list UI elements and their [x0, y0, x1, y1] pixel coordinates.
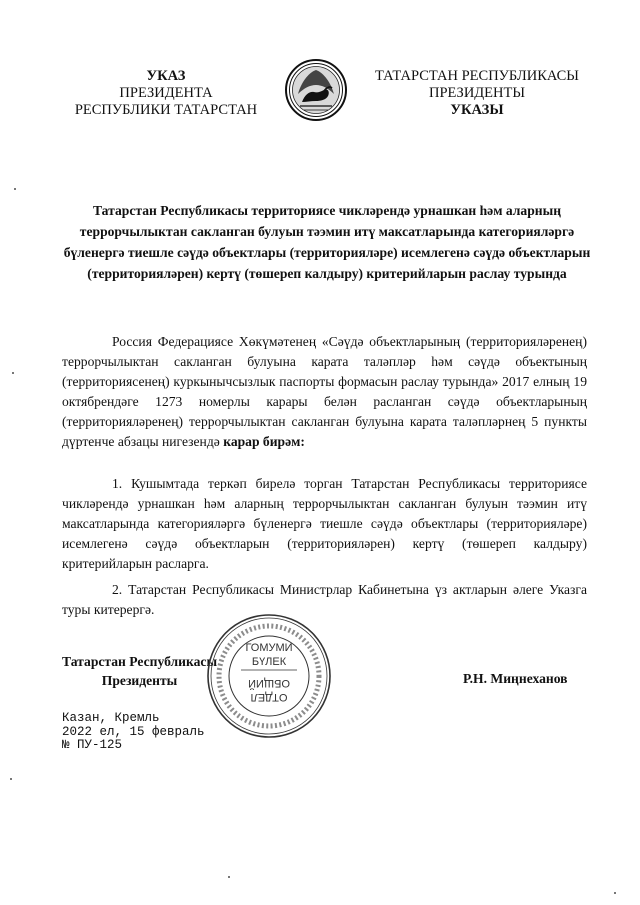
scan-speck: [12, 372, 14, 374]
stamp-line2: БҮЛЕК: [251, 656, 287, 668]
item-2-text: Татарстан Республикасы Министрлар Кабинетына үз актларын әлеге Указга туры китерергә.: [62, 581, 587, 617]
coat-of-arms-icon: [284, 58, 348, 122]
intro-paragraph: [62, 332, 587, 452]
header-right-line3: УКАЗЫ: [450, 102, 504, 118]
header-left-line2: ПРЕЗИДЕНТА: [119, 85, 213, 101]
place-line3: № ПУ-125: [62, 738, 123, 752]
intro-text: Россия Федерациясе Хөкүмәтенең «Сәүдә объектларының (территорияләренең) террорчылыктан сакланган булуына карата таләпләр һәм сәүдә объектының (территориясенең) куркынычсызлык паспорты формасын раслау турында» 2017 елның 19 октябрендәге 1273 номерлы карары белән расланган сәүдә объектларының (территорияләренең) террорчылыктан сакланган булуына карата таләпләрнең 5 пункты дүртенче абзацы нигезендә: [62, 333, 587, 449]
office-stamp: [205, 612, 333, 740]
item-1: [62, 474, 587, 574]
header-left-line1: УКАЗ: [146, 68, 186, 84]
scan-speck: [614, 892, 616, 894]
stamp-line4: ОБЩИЙ: [248, 677, 290, 689]
decree-phrase: карар бирәм:: [223, 433, 305, 449]
header-left: [60, 68, 272, 119]
stamp-line1: ГОМУМИ: [245, 642, 293, 654]
item-1-number: 1.: [112, 475, 123, 491]
signatory-position-line1: Татарстан Республикасы: [62, 654, 218, 669]
item-2-number: 2.: [112, 581, 123, 597]
signatory-position-line2: Президенты: [101, 673, 178, 688]
place-line1: Казан, Кремль: [62, 711, 160, 725]
scan-speck: [228, 876, 230, 878]
stamp-line3: ОТДЕЛ: [250, 691, 288, 703]
place-date-number: [62, 712, 205, 753]
header-right-line2: ПРЕЗИДЕНТЫ: [428, 85, 526, 101]
header-left-line3: РЕСПУБЛИКИ ТАТАРСТАН: [74, 102, 258, 118]
header-right-line1: ТАТАРСТАН РЕСПУБЛИКАСЫ: [375, 68, 579, 84]
scan-speck: [14, 188, 16, 190]
document-title: Татарстан Республикасы территориясе чикләрендә урнашкан һәм аларның террорчылыктан сакланган булуын тәэмин итү максатларында категорияләргә бүленергә тиешле сәүдә объектлары (территорияләре) исемлегенә сәүдә объектларын (территорияләрен) кертү (төшереп калдыру) критерийларын раслау турында: [63, 203, 591, 281]
scan-speck: [10, 778, 12, 780]
header-right: [366, 68, 588, 119]
item-1-text: Кушымтада теркәп бирелә торган Татарстан Республикасы территориясе чикләрендә урнашкан һәм аларның террорчылыктан сакланган булуын тәэмин итү максатларында категорияләргә бүленергә тиешле сәүдә объектлары (территорияләре) исемлегенә сәүдә объектларын (территорияләрен) кертү (төшереп калдыру) критерийларын расларга.: [62, 475, 587, 571]
signatory-name: Р.Н. Миңнеханов: [463, 671, 568, 686]
place-line2: 2022 ел, 15 февраль: [62, 724, 205, 739]
signatory-position: [62, 652, 217, 690]
